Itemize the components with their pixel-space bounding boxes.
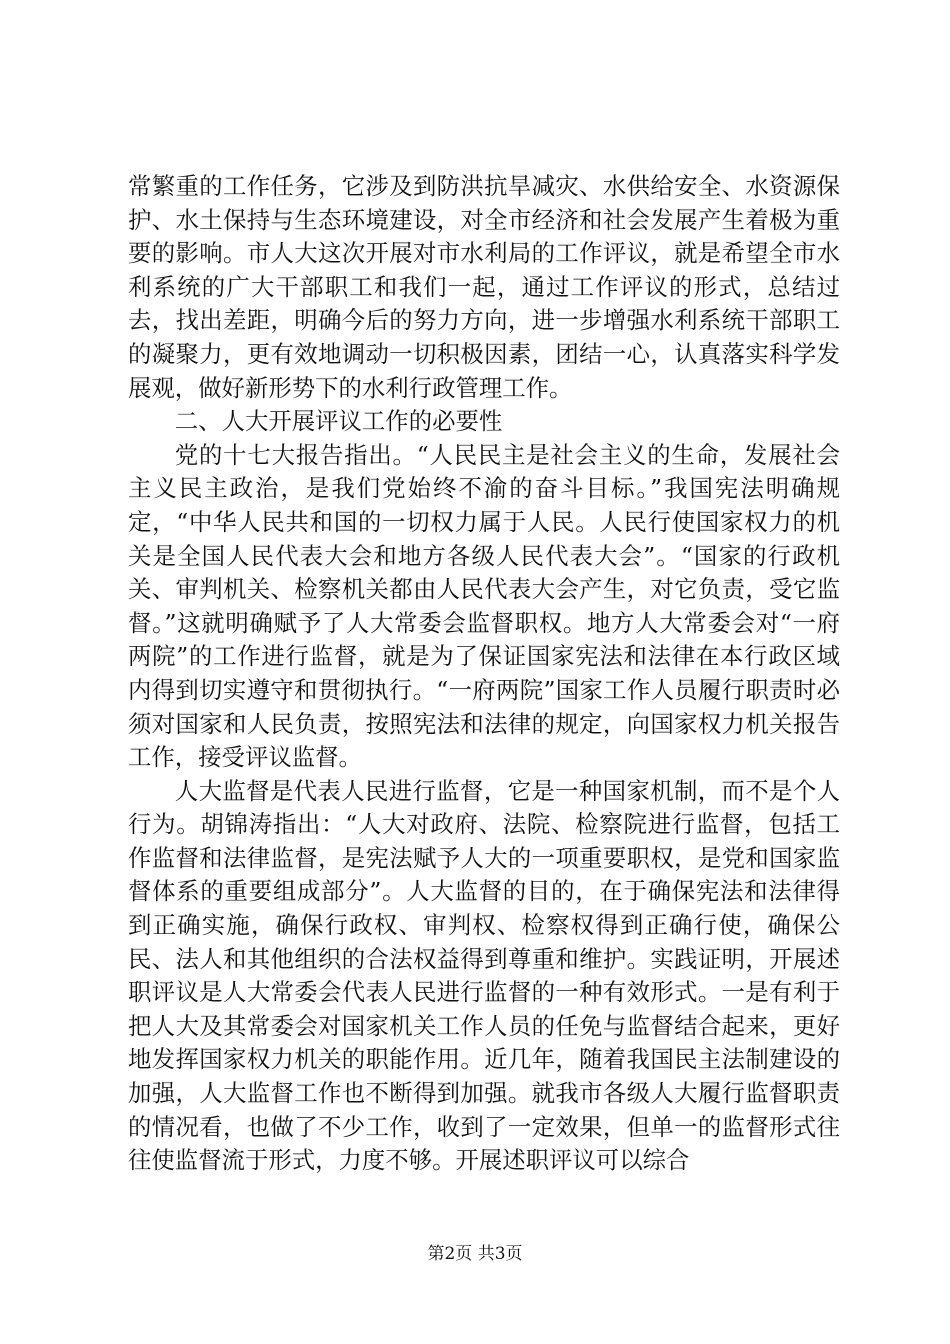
document-body [128,170,840,1178]
paragraph-constitution: 党的十七大报告指出。“人民民主是社会主义的生命，发展社会主义民主政治，是我们党始终不渝的奋斗目标。”我国宪法明确规定，“中华人民共和国的一切权力属于人民。人民行使国家权力的机关是全国人民代表大会和地方各级人民代表大会”。“国家的行政机关、审判机关、检察机关都由人民代表大会产生，对它负责，受它监督。”这就明确赋予了人大常委会监督职权。地方人大常委会对“一府两院”的工作进行监督，就是为了保证国家宪法和法律在本行政区域内得到切实遵守和贯彻执行。“一府两院”国家工作人员履行职责时必须对国家和人民负责，按照宪法和法律的规定，向国家权力机关报告工作，接受评议监督。 [128,440,840,772]
section-heading: 二、人大开展评议工作的必要性 [174,407,503,436]
page-number-footer: 第2页 共3页 [427,1244,523,1264]
paragraph-continued: 常繁重的工作任务，它涉及到防洪抗旱减灾、水供给安全、水资源保护、水土保持与生态环境建设，对全市经济和社会发展产生着极为重要的影响。市人大这次开展对市水利局的工作评议，就是希望全市水利系统的广大干部职工和我们一起，通过工作评议的形式，总结过去，找出差距，明确今后的努力方向，进一步增强水利系统干部职工的凝聚力，更有效地调动一切积极因素，团结一心，认真落实科学发展观，做好新形势下的水利行政管理工作。 [128,172,840,402]
paragraph-supervision: 人大监督是代表人民进行监督，它是一种国家机制，而不是个人行为。胡锦涛指出：“人大对政府、法院、检察院进行监督，包括工作监督和法律监督，是宪法赋予人大的一项重要职权，是党和国家监督体系的重要组成部分”。人大监督的目的，在于确保宪法和法律得到正确实施，确保行政权、审判权、检察权得到正确行使，确保公民、法人和其他组织的合法权益得到尊重和维护。实践证明，开展述职评议是人大常委会代表人民进行监督的一种有效形式。一是有利于把人大及其常委会对国家机关工作人员的任免与监督结合起来，更好地发挥国家权力机关的职能作用。近几年，随着我国民主法制建设的加强，人大监督工作也不断得到加强。就我市各级人大履行监督职责的情况看，也做了不少工作，收到了一定效果，但单一的监督形式往往使监督流于形式，力度不够。开展述职评议可以综合 [128,776,840,1175]
